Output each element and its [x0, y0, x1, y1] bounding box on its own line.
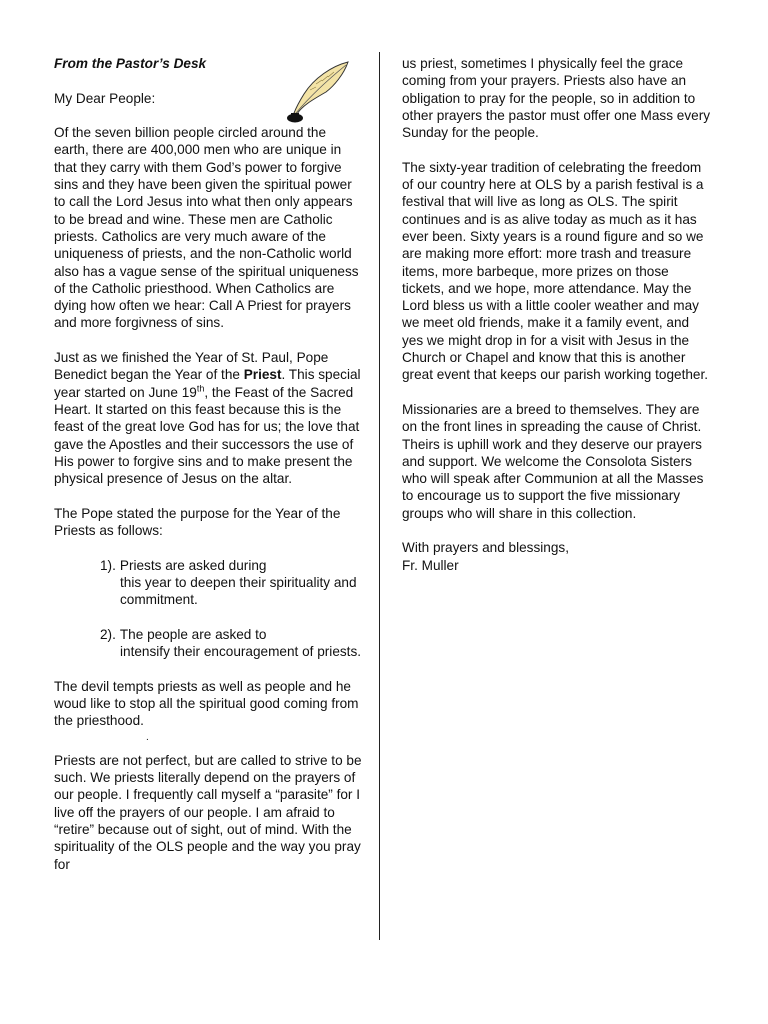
right-column [402, 55, 714, 574]
paragraph-not-perfect: Priests are not perfect, but are called to strive to be such. We priests literally depend on the prayers of our people. I frequently call myself a “parasite” for I live off the prayers of our people. I am afraid to “retire” because out of sight, out of mind. With the spirituality of the OLS people and the way you pray for [54, 752, 362, 872]
column-divider [379, 52, 380, 940]
signature-block [402, 539, 714, 574]
paragraph-year-of-priest: Just as we finished the Year of St. Paul, Pope Benedict began the Year of the Priest. This special year started on June 19th, the Feast of the Sacred Heart. It started on this feast because this is the feast of the great love God has for us; the love that gave the Apostles and their successors the use of His power to forgive sins and to make present the physical presence of Jesus on the altar. [54, 350, 361, 487]
list-number: 1). [100, 557, 116, 573]
list-item-first-line: Priests are asked during [119, 557, 267, 573]
paragraph-pope-purpose: The Pope stated the purpose for the Year of the Priests as follows: [54, 505, 341, 539]
paragraph-festival: The sixty-year tradition of celebrating the freedom of our country here at OLS by a parish festival is a festival that will live as long as OLS. The spirit continues and is as alive today as much as it has ever been. Sixty years is a round figure and so we are making more effort: more trash and treasure items, more barbeque, more prizes on those tickets, and we hope, more attendance. May the Lord bless us with a little cooler weather and may we meet old friends, make it a family event, and yes we might drop in for a visit with Jesus in the Church or Chapel and know that this is another great event that keeps our parish working together. [402, 159, 709, 383]
list-number: 2). [100, 626, 116, 642]
list-item-first-line: The people are asked to [119, 626, 267, 642]
stray-dot: . [146, 731, 149, 743]
paragraph-devil-tempts: The devil tempts priests as well as people and he woud like to stop all the spiritual good coming from the priesthood. [54, 678, 359, 729]
quill-inkwell-icon [282, 60, 354, 124]
list-item [54, 626, 364, 661]
paragraph-continued: us priest, sometimes I physically feel the grace coming from your prayers. Priests also have an obligation to pray for the people, so in addition to other prayers the pastor must offer one Mass every Sunday for the people. [402, 56, 711, 141]
list-item-rest: this year to deepen their spirituality and commitment. [120, 574, 357, 608]
ordinal-suffix: th [196, 383, 205, 394]
closing: With prayers and blessings, [402, 540, 569, 556]
article-title: From the Pastor’s Desk [54, 56, 207, 71]
purpose-list [54, 557, 364, 661]
list-item-rest: intensify their encouragement of priests. [120, 644, 362, 660]
signature: Fr. Muller [402, 557, 459, 573]
greeting: My Dear People: [54, 90, 156, 106]
left-column [54, 55, 364, 890]
paragraph-missionaries: Missionaries are a breed to themselves. They are on the front lines in spreading the cause of Christ. Theirs is uphill work and they deserve our prayers and support. We welcome the Consolota Sisters who will speak after Communion at all the Masses to encourage us to support the five missionary groups who will share in this collection. [402, 401, 704, 521]
paragraph-seven-billion: Of the seven billion people circled around the earth, there are 400,000 men who are unique in that they carry with them God’s power to forgive sins and they have been given the spiritual power to call the Lord Jesus into what then only appears to be bread and wine. These men are Catholic priests. Catholics are very much aware of the uniqueness of priests, and the non-Catholic world also has a vague sense of the spiritual uniqueness of the Catholic priesthood. When Catholics are dying how often we hear: Call A Priest for prayers and more forgivness of sins. [54, 125, 359, 331]
priest-bold: Priest [243, 367, 282, 383]
list-item [54, 557, 364, 609]
